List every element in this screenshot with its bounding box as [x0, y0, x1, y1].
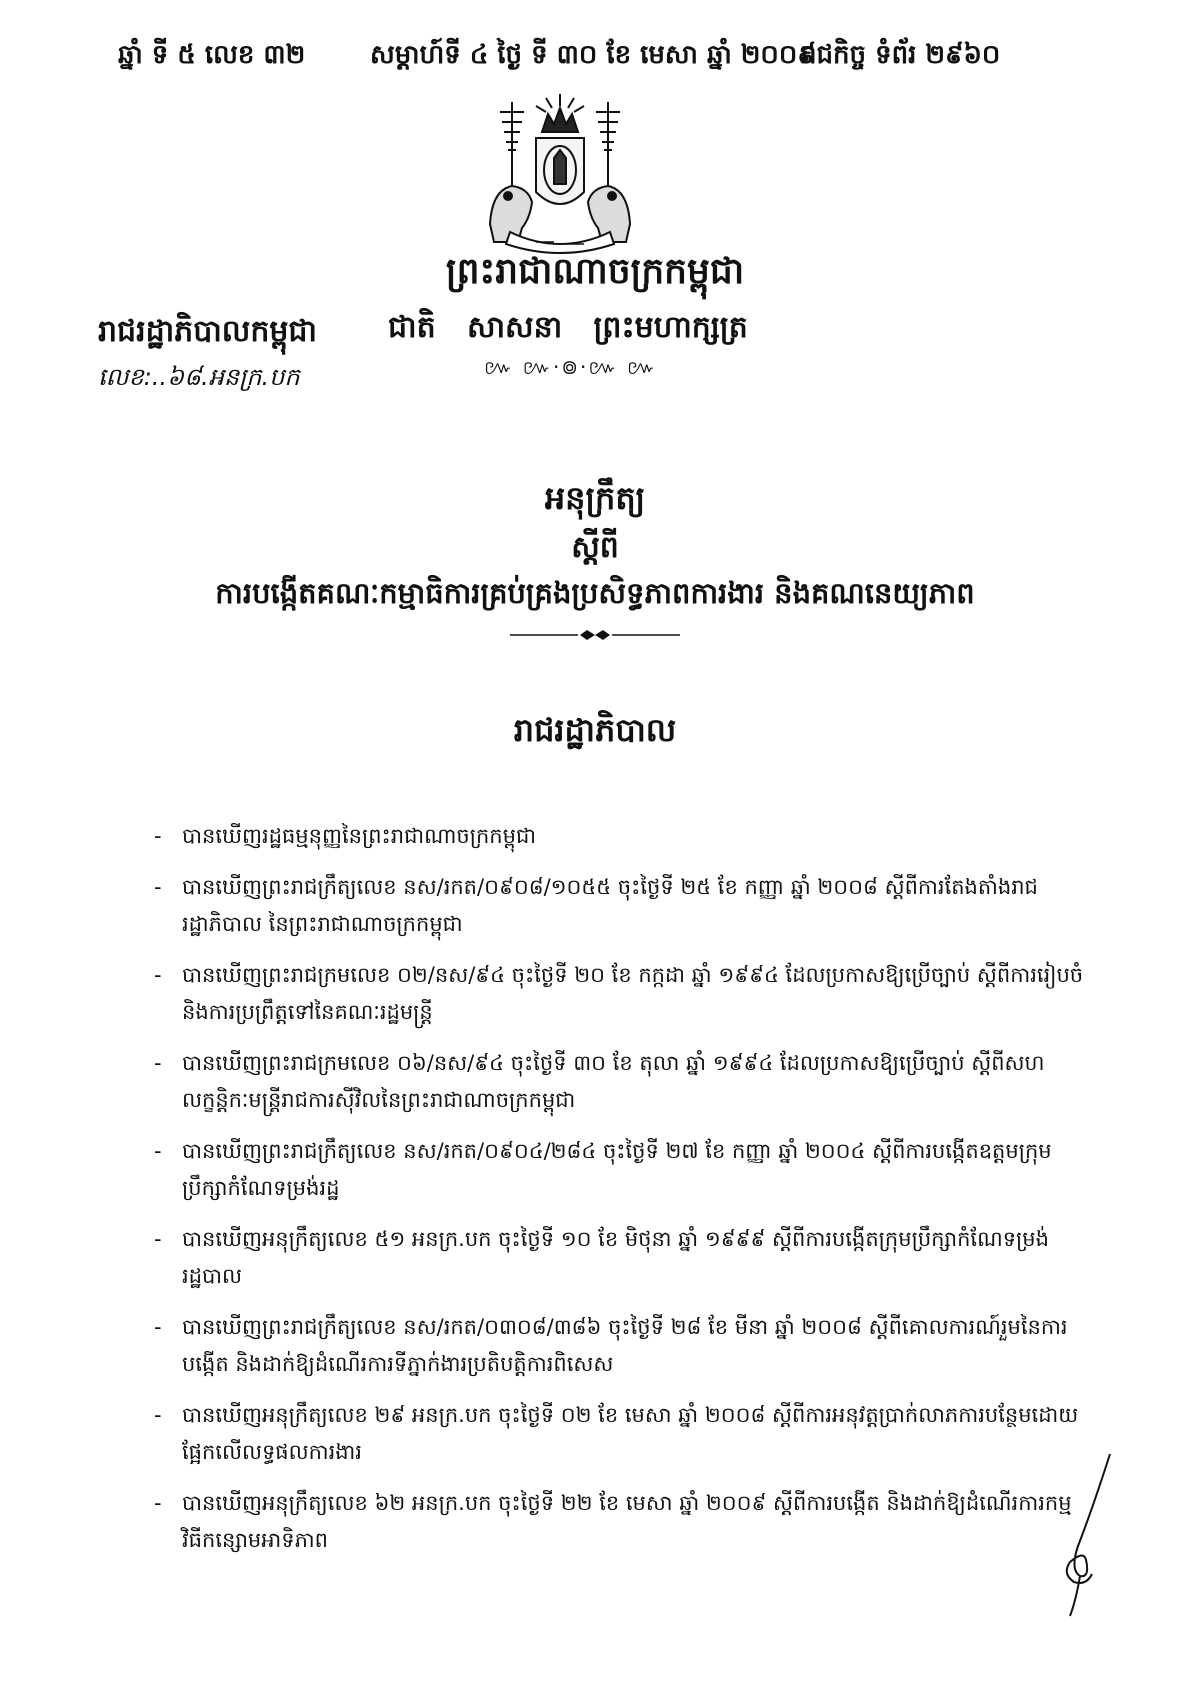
list-item: - បានឃើញព្រះរាជក្រឹត្យលេខ នស/រកត/០៩០៤/២៨៤ ចុះថ្ងៃទី ២៧ ខែ កញ្ញា ឆ្នាំ ២០០៤ ស្តីពីការបង្កើតឧត្តមក្រុមប្រឹក្សាកំណែទម្រង់រដ្ឋ [154, 1139, 1052, 1200]
section-title-government: រាជរដ្ឋាភិបាល [513, 711, 677, 749]
list-item: - បានឃើញព្រះរាជក្រមលេខ ០៦/នស/៩៤ ចុះថ្ងៃទី ៣០ ខែ តុលា ឆ្នាំ ១៩៩៤ ដែលប្រកាសឱ្យប្រើច្បាប់ ស្តីពីសហលក្ខន្តិកៈមន្ត្រីរាជការស៊ីវិលនៃព្រះរាជាណាចក្រកម្ពុជា [154, 1051, 1045, 1112]
decree-on: ស្តីពី [571, 530, 619, 565]
royal-coat-of-arms-icon [470, 92, 650, 254]
decorative-divider [510, 626, 680, 638]
signature-initials [1040, 1450, 1120, 1620]
header-page-number: រាជកិច្ច ទំព័រ ២៩៦០ [800, 40, 1001, 70]
list-item: - បានឃើញព្រះរាជក្រឹត្យលេខ នស/រកត/០៩០៨/១០៥៥ ចុះថ្ងៃទី ២៥ ខែ កញ្ញា ឆ្នាំ ២០០៨ ស្តីពីការតែងតាំងរាជរដ្ឋាភិបាល នៃព្រះរាជាណាចក្រកម្ពុជា [154, 875, 1038, 936]
royal-coat-of-arms [470, 92, 650, 254]
header-issue-date: សម្តាហ៍ទី ៤ ថ្ងៃ ទី ៣០ ខែ មេសា ឆ្នាំ ២០០៩ [370, 40, 816, 70]
divider-ornament-icon [510, 629, 680, 641]
list-item: - បានឃើញរដ្ឋធម្មនុញ្ញនៃព្រះរាជាណាចក្រកម្ពុជា [154, 824, 536, 848]
reference-text: បានឃើញអនុក្រឹត្យលេខ ៥១ អនក្រ.បក ចុះថ្ងៃទី ១០ ខែ មិថុនា ឆ្នាំ ១៩៩៩ ស្តីពីការបង្កើតក្រុមប្រឹក្សាកំណែទម្រង់រដ្ឋបាល [182, 1227, 1049, 1288]
document-number: លេខ:..៦៨.អនក្រ.បក [98, 363, 300, 391]
national-motto: ជាតិ សាសនា ព្រះមហាក្សត្រ [388, 310, 748, 345]
issuer-name: រាជរដ្ឋាភិបាលកម្ពុជា [98, 314, 317, 349]
reference-text: បានឃើញអនុក្រឹត្យលេខ ២៩ អនក្រ.បក ចុះថ្ងៃទី ០២ ខែ មេសា ឆ្នាំ ២០០៨ ស្តីពីការអនុវត្តប្រាក់លាភការបន្ថែមដោយផ្អែកលើលទ្ធផលការងារ [182, 1403, 1079, 1464]
list-item: - បានឃើញព្រះរាជក្រឹត្យលេខ នស/រកត/០៣០៨/៣៨៦ ចុះថ្ងៃទី ២៨ ខែ មីនា ឆ្នាំ ២០០៨ ស្តីពីគោលការណ៍រួមនៃការបង្កើត និងដាក់ឱ្យដំណើរការទីភ្នាក់ងារប្រតិបត្តិការពិសេស [154, 1315, 1068, 1376]
header-issue-number: ឆ្នាំ ទី ៥ លេខ ៣២ [118, 40, 306, 70]
kingdom-title: ព្រះរាជាណាចក្រកម្ពុជា [445, 251, 745, 292]
motto-ornament: ៚ ៚·៙·៚ ៚ [484, 355, 658, 379]
list-item: - បានឃើញព្រះរាជក្រមលេខ ០២/នស/៩៤ ចុះថ្ងៃទី ២០ ខែ កក្កដា ឆ្នាំ ១៩៩៤ ដែលប្រកាសឱ្យប្រើច្បាប់ ស្តីពីការរៀបចំ និងការប្រព្រឹត្តទៅនៃគណៈរដ្ឋមន្ត្រី [154, 963, 1084, 1024]
reference-text: បានឃើញព្រះរាជក្រមលេខ ០៦/នស/៩៤ ចុះថ្ងៃទី ៣០ ខែ តុលា ឆ្នាំ ១៩៩៤ ដែលប្រកាសឱ្យប្រើច្បាប់ ស្តីពីសហលក្ខន្តិកៈមន្ត្រីរាជការស៊ីវិលនៃព្រះរាជាណាចក្រកម្ពុជា [182, 1051, 1045, 1112]
reference-text: បានឃើញព្រះរាជក្រឹត្យលេខ នស/រកត/០៩០៤/២៨៤ ចុះថ្ងៃទី ២៧ ខែ កញ្ញា ឆ្នាំ ២០០៤ ស្តីពីការបង្កើតឧត្តមក្រុមប្រឹក្សាកំណែទម្រង់រដ្ឋ [182, 1139, 1052, 1200]
list-item: - បានឃើញអនុក្រឹត្យលេខ ៦២ អនក្រ.បក ចុះថ្ងៃទី ២២ ខែ មេសា ឆ្នាំ ២០០៩ ស្តីពីការបង្កើត និងដាក់ឱ្យដំណើរការកម្មវិធីកន្សោមអាទិភាព [154, 1491, 1072, 1552]
list-item: - បានឃើញអនុក្រឹត្យលេខ ២៩ អនក្រ.បក ចុះថ្ងៃទី ០២ ខែ មេសា ឆ្នាំ ២០០៨ ស្តីពីការអនុវត្តប្រាក់លាភការបន្ថែមដោយផ្អែកលើលទ្ធផលការងារ [154, 1403, 1079, 1464]
list-item: - បានឃើញអនុក្រឹត្យលេខ ៥១ អនក្រ.បក ចុះថ្ងៃទី ១០ ខែ មិថុនា ឆ្នាំ ១៩៩៩ ស្តីពីការបង្កើតក្រុមប្រឹក្សាកំណែទម្រង់រដ្ឋបាល [154, 1227, 1049, 1288]
reference-text: បានឃើញព្រះរាជក្រមលេខ ០២/នស/៩៤ ចុះថ្ងៃទី ២០ ខែ កក្កដា ឆ្នាំ ១៩៩៤ ដែលប្រកាសឱ្យប្រើច្បាប់ ស្តីពីការរៀបចំ និងការប្រព្រឹត្តទៅនៃគណៈរដ្ឋមន្ត្រី [182, 963, 1084, 1024]
reference-text: បានឃើញរដ្ឋធម្មនុញ្ញនៃព្រះរាជាណាចក្រកម្ពុជា [182, 824, 536, 848]
reference-text: បានឃើញព្រះរាជក្រឹត្យលេខ នស/រកត/០៩០៨/១០៥៥ ចុះថ្ងៃទី ២៥ ខែ កញ្ញា ឆ្នាំ ២០០៨ ស្តីពីការតែងតាំងរាជរដ្ឋាភិបាល នៃព្រះរាជាណាចក្រកម្ពុជា [182, 875, 1038, 936]
signature-mark-icon [1040, 1450, 1120, 1620]
decree-subject: ការបង្កើតគណៈកម្មាធិការគ្រប់គ្រងប្រសិទ្ធភាពការងារ និងគណនេយ្យភាព [215, 576, 975, 610]
reference-list [150, 818, 1085, 1573]
decree-type: អនុក្រឹត្យ [544, 479, 646, 517]
reference-text: បានឃើញព្រះរាជក្រឹត្យលេខ នស/រកត/០៣០៨/៣៨៦ ចុះថ្ងៃទី ២៨ ខែ មីនា ឆ្នាំ ២០០៨ ស្តីពីគោលការណ៍រួមនៃការបង្កើត និងដាក់ឱ្យដំណើរការទីភ្នាក់ងារប្រតិបត្តិការពិសេស [182, 1315, 1068, 1376]
reference-text: បានឃើញអនុក្រឹត្យលេខ ៦២ អនក្រ.បក ចុះថ្ងៃទី ២២ ខែ មេសា ឆ្នាំ ២០០៩ ស្តីពីការបង្កើត និងដាក់ឱ្យដំណើរការកម្មវិធីកន្សោមអាទិភាព [182, 1491, 1072, 1552]
